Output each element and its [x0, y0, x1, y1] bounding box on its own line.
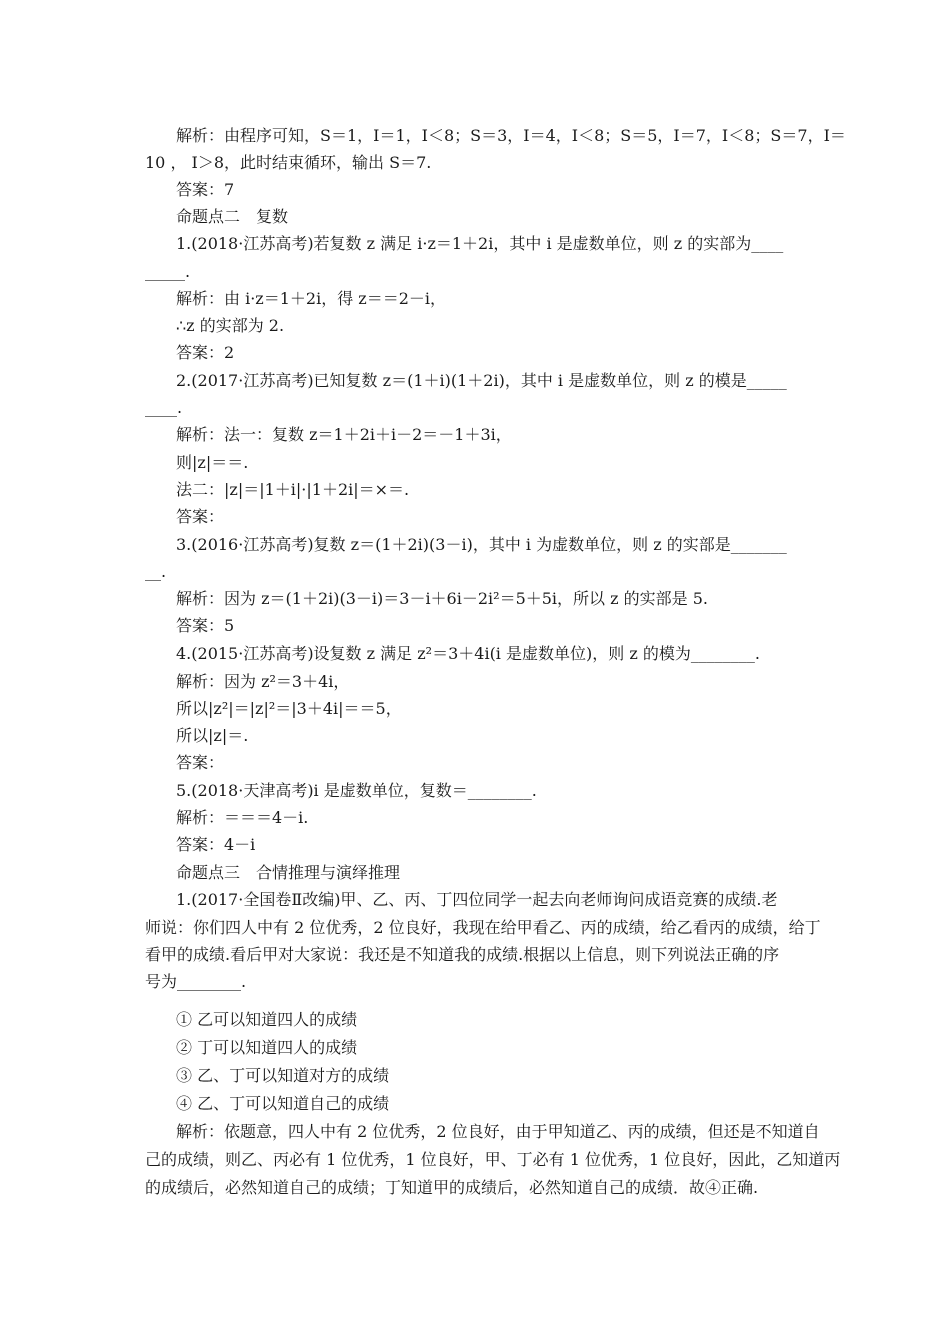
text-line: 解析：依题意，四人中有 2 位优秀，2 位良好，由于甲知道乙、丙的成绩，但还是不知道自 — [176, 1122, 820, 1141]
text-line: 5.(2018·天津高考)i 是虚数单位，复数＝________. — [176, 781, 537, 800]
option-item: ④ 乙、丁可以知道自己的成绩 — [176, 1094, 390, 1113]
text-line: _____. — [145, 262, 191, 281]
text-line: 2.(2017·江苏高考)已知复数 z＝(1＋i)(1＋2i)，其中 i 是虚数单位，则 z 的模是_____ — [176, 371, 787, 390]
text-line: 解析：法一：复数 z＝1＋2i＋i－2＝－1＋3i， — [176, 425, 512, 444]
text-line: 4.(2015·江苏高考)设复数 z 满足 z²＝3＋4i(i 是虚数单位)，则 z 的模为________. — [176, 644, 760, 663]
text-line: 己的成绩，则乙、丙必有 1 位优秀，1 位良好，甲、丁必有 1 位优秀，1 位良好，因此，乙知道丙 — [145, 1150, 841, 1169]
text-line: 10 ， I＞8，此时结束循环，输出 S＝7. — [145, 153, 432, 172]
text-line: 解析：由 i·z＝1＋2i，得 z＝＝2－i， — [176, 289, 447, 308]
text-line: 答案： — [176, 753, 225, 772]
text-line: 1.(2017·全国卷Ⅱ改编)甲、乙、丙、丁四位同学一起去向老师询问成语竞赛的成绩.老 — [176, 890, 778, 909]
text-line: ____. — [145, 398, 183, 417]
text-line: 所以|z²|＝|z|²＝|3＋4i|＝＝5， — [176, 699, 402, 718]
section-heading: 命题点二 复数 — [176, 207, 289, 226]
option-item: ① 乙可以知道四人的成绩 — [176, 1010, 358, 1029]
text-line: ∴z 的实部为 2. — [176, 316, 285, 335]
text-line: 看甲的成绩.看后甲对大家说：我还是不知道我的成绩.根据以上信息，则下列说法正确的序 — [145, 945, 780, 964]
text-line: 解析：＝＝＝4－i. — [176, 808, 309, 827]
text-line: 答案：2 — [176, 343, 235, 362]
option-item: ③ 乙、丁可以知道对方的成绩 — [176, 1066, 390, 1085]
text-line: 师说：你们四人中有 2 位优秀，2 位良好，我现在给甲看乙、丙的成绩，给乙看丙的成绩，给丁 — [145, 918, 821, 937]
text-line: 法二：|z|＝|1＋i|·|1＋2i|＝×＝. — [176, 480, 410, 499]
text-line: 答案： — [176, 507, 225, 526]
text-line: 答案：7 — [176, 180, 235, 199]
text-line: 解析：因为 z²＝3＋4i， — [176, 672, 350, 691]
option-item: ② 丁可以知道四人的成绩 — [176, 1038, 358, 1057]
text-line: 答案：4－i — [176, 835, 256, 854]
text-line: 则|z|＝＝. — [176, 453, 249, 472]
text-line: 所以|z|＝. — [176, 726, 249, 745]
text-line: 答案：5 — [176, 616, 235, 635]
text-line: 1.(2018·江苏高考)若复数 z 满足 i·z＝1＋2i，其中 i 是虚数单位，则 z 的实部为____ — [176, 234, 784, 253]
text-line: 3.(2016·江苏高考)复数 z＝(1＋2i)(3－i)，其中 i 为虚数单位，则 z 的实部是_______ — [176, 535, 787, 554]
section-heading: 命题点三 合情推理与演绎推理 — [176, 863, 401, 882]
text-line: 解析：由程序可知，S＝1，I＝1，I＜8；S＝3，I＝4，I＜8；S＝5，I＝7，I＜8；S＝7，I＝ — [176, 126, 846, 145]
text-line: 号为________. — [145, 972, 247, 991]
text-line: 的成绩后，必然知道自己的成绩；丁知道甲的成绩后，必然知道自己的成绩．故④正确. — [145, 1178, 759, 1197]
text-line: 解析：因为 z＝(1＋2i)(3－i)＝3－i＋6i－2i²＝5＋5i，所以 z 的实部是 5. — [176, 589, 708, 608]
text-line: __. — [145, 562, 167, 581]
